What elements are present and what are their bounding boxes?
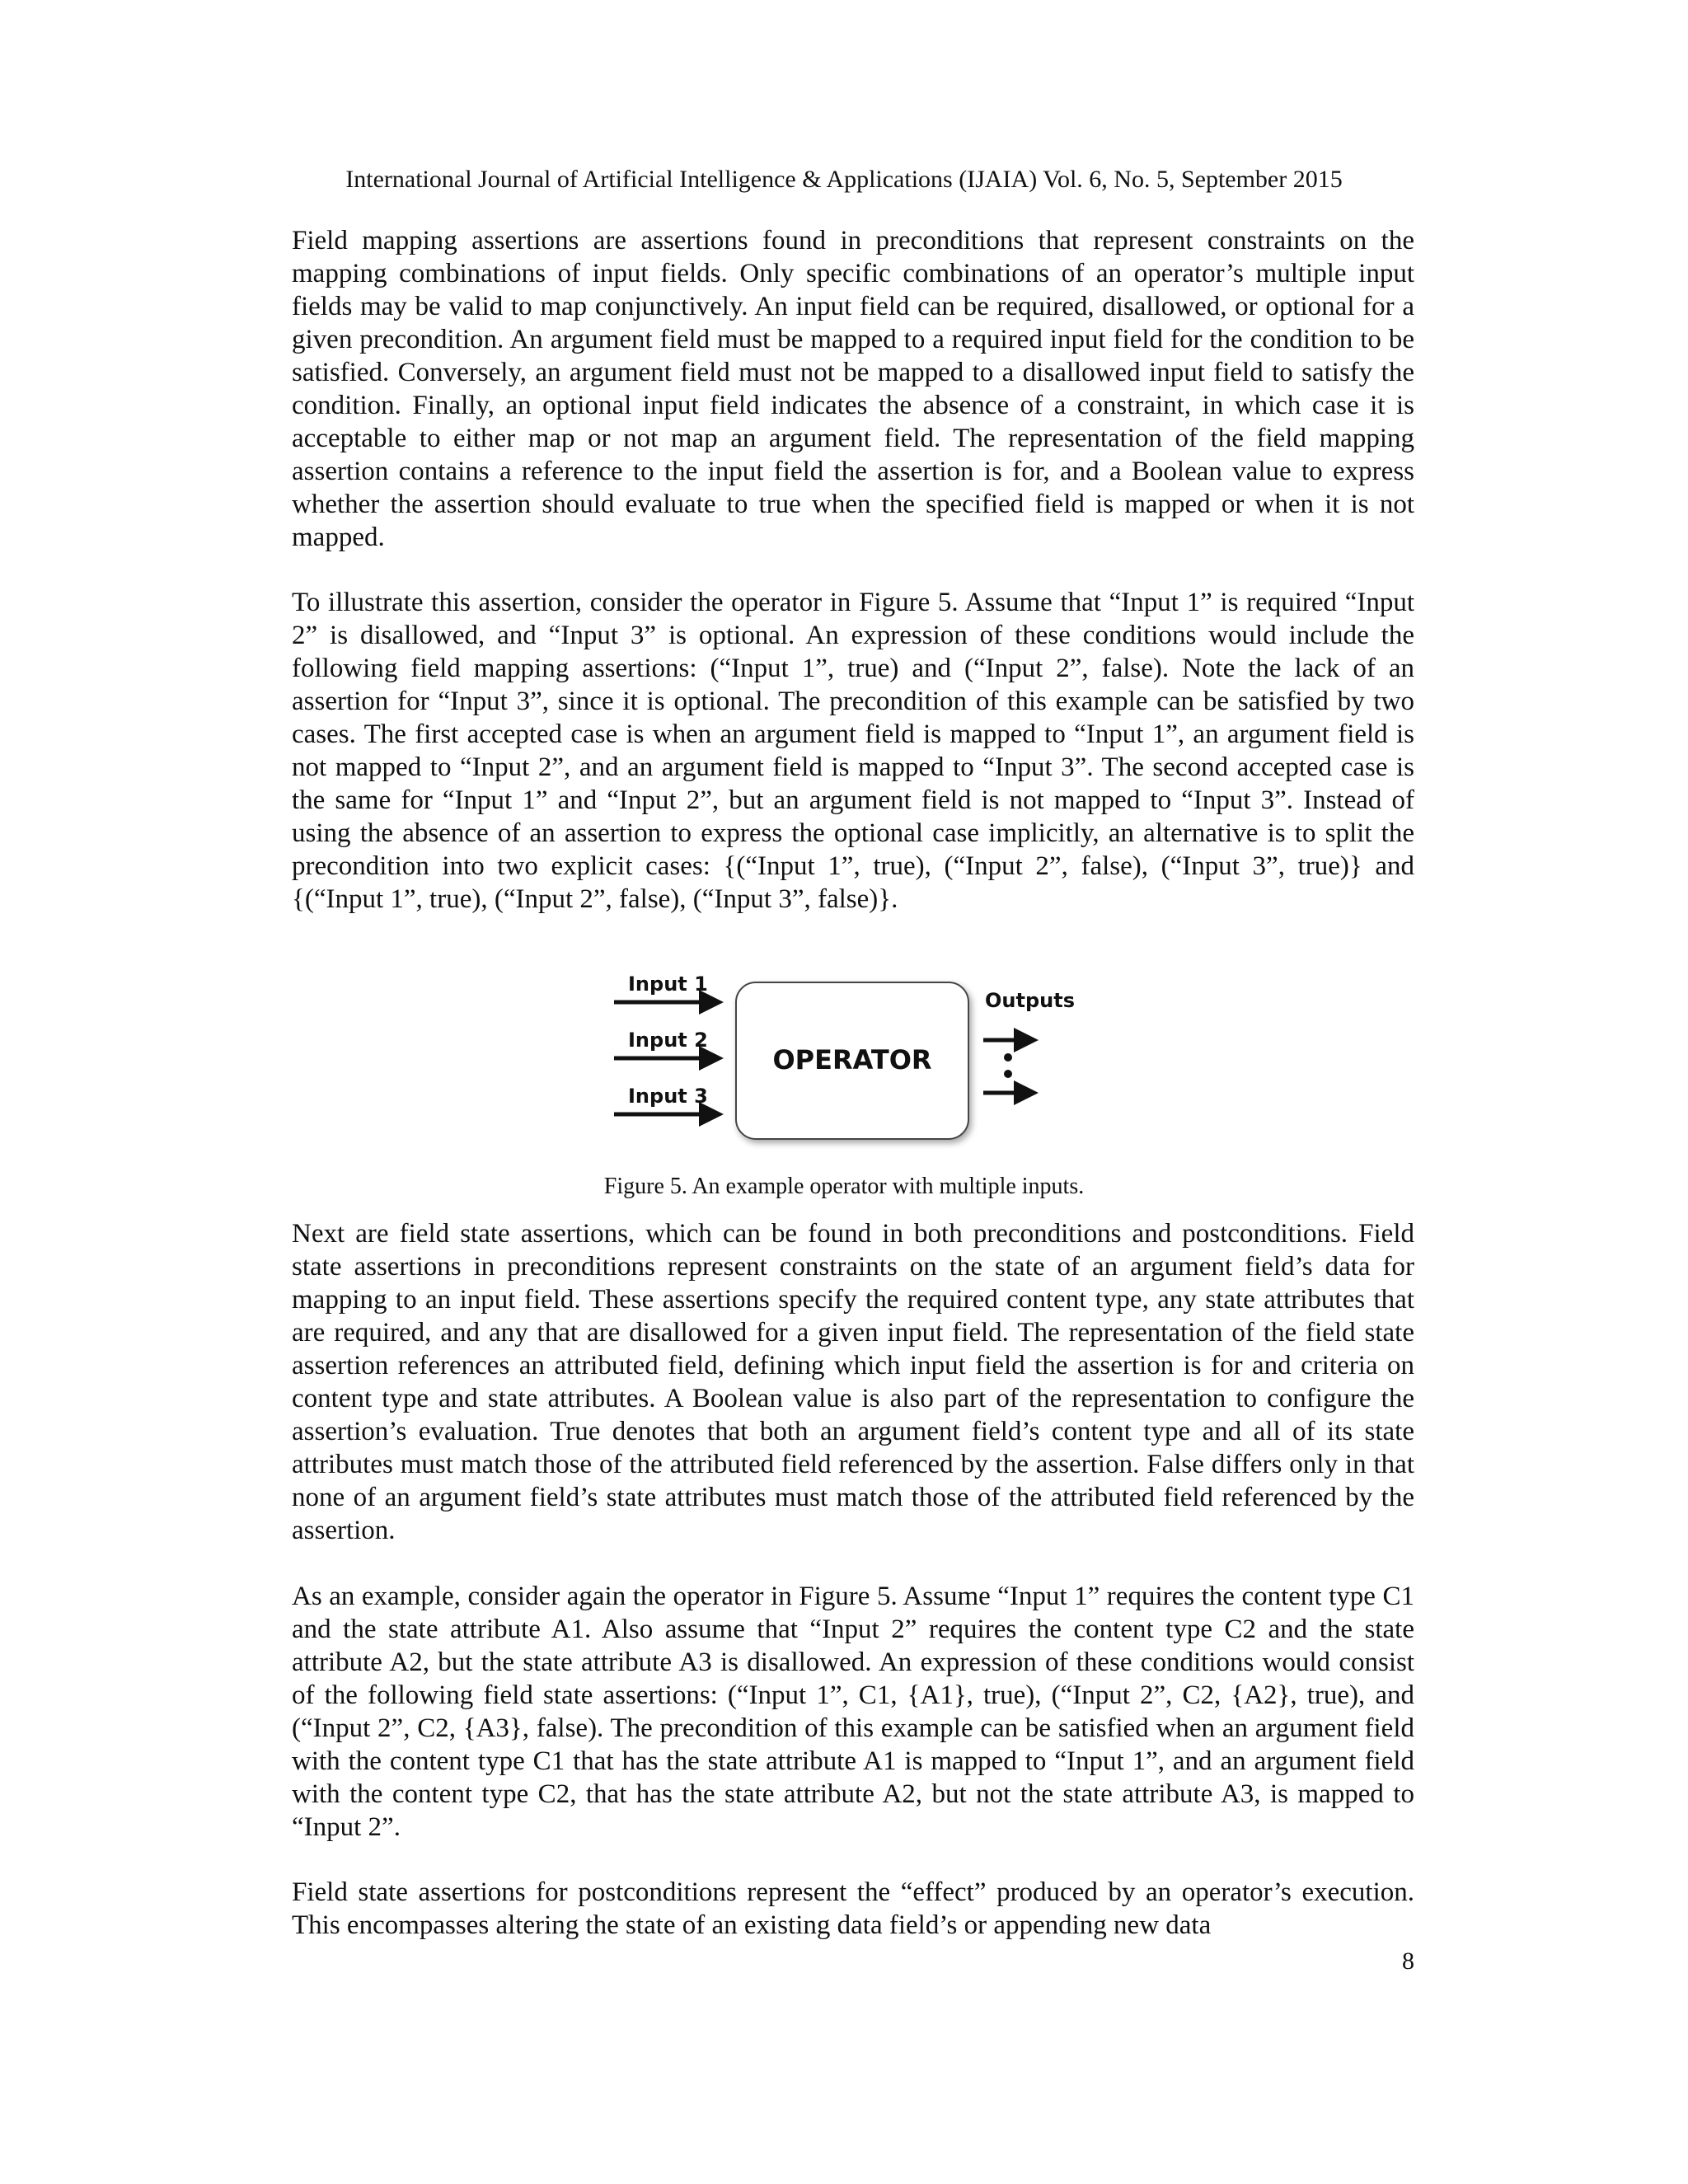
paragraph-field-mapping: Field mapping assertions are assertions found in preconditions that represent constraints on the mapping combinations of input fields. Only specific combinations of an operator’s multiple input fields may be valid to map conjunctively. An input field can be required, disallowed, or optional for a given precondition. An argument field must be mapped to a required input field for the condition to be satisfied. Conversely, an argument field must not be mapped to a disallowed input field to satisfy the condition. Finally, an optional input field indicates the absence of a constraint, in which case it is acceptable to either map or not map an argument field. The representation of the field mapping assertion contains a reference to the input field the assertion is for, and a Boolean value to express whether the assertion should evaluate to true when the specified field is mapped or when it is not mapped. xyxy=(292,226,1414,552)
paragraph-illustration: To illustrate this assertion, consider the operator in Figure 5. Assume that “Input 1” is required “Input 2” is disallowed, and “Input 3” is optional. An expression of these conditions would include the following field mapping assertions: (“Input 1”, true) and (“Input 2”, false). Note the lack of an assertion for “Input 3”, since it is optional. The precondition of this example can be satisfied by two cases. The first accepted case is when an argument field is mapped to “Input 1”, an argument field is not mapped to “Input 2”, and an argument field is mapped to “Input 3”. The second accepted case is the same for “Input 1” and “Input 2”, but an argument field is not mapped to “Input 3”. Instead of using the absence of an assertion to express the optional case implicitly, an alternative is to split the precondition into two explicit cases: {(“Input 1”, true), (“Input 2”, false), (“Input 3”, true)} and {(“Input 1”, true), (“Input 2”, false), (“Input 3”, false)}. xyxy=(292,588,1414,914)
output-arrows xyxy=(983,1040,1034,1093)
input-3-label: Input 3 xyxy=(628,1085,708,1108)
operator-figure xyxy=(606,961,1084,1151)
figure-caption: Figure 5. An example operator with multiple inputs. xyxy=(603,1174,1085,1199)
input-2-label: Input 2 xyxy=(628,1029,708,1052)
operator-label: OPERATOR xyxy=(772,1044,932,1076)
outputs-label: Outputs xyxy=(985,989,1075,1012)
operator-diagram xyxy=(606,961,1084,1151)
input-1-label: Input 1 xyxy=(628,972,708,996)
output-ellipsis-dot xyxy=(1004,1070,1012,1078)
running-header: International Journal of Artificial Intelligence & Applications (IJAIA) Vol. 6, No. 5, September 2015 xyxy=(345,166,1343,193)
page-number: 8 xyxy=(1402,1947,1414,1975)
paragraph-postconditions: Field state assertions for postconditions represent the “effect” produced by an operator’s execution. This encompasses altering the state of an existing data field’s or appending new data xyxy=(292,1877,1414,1940)
paragraph-example: As an example, consider again the operator in Figure 5. Assume “Input 1” requires the content type C1 and the state attribute A1. Also assume that “Input 2” requires the content type C2 and the state attribute A2, but the state attribute A3 is disallowed. An expression of these conditions would consist of the following field state assertions: (“Input 1”, C1, {A1}, true), (“Input 2”, C2, {A2}, true), and (“Input 2”, C2, {A3}, false). The precondition of this example can be satisfied when an argument field with the content type C1 that has the state attribute A1 is mapped to “Input 1”, and an argument field with the content type C2, that has the state attribute A2, but not the state attribute A3, is mapped to “Input 2”. xyxy=(292,1582,1414,1842)
paragraph-field-state: Next are field state assertions, which can be found in both preconditions and postconditions. Field state assertions in preconditions represent constraints on the state of an argument field’s data for mapping to an input field. These assertions specify the required content type, any state attributes that are required, and any that are disallowed for a given input field. The representation of the field state assertion references an attributed field, defining which input field the assertion is for and criteria on content type and state attributes. A Boolean value is also part of the representation to configure the assertion’s evaluation. True denotes that both an argument field’s content type and all of its state attributes must match those of the attributed field referenced by the assertion. False differs only in that none of an argument field’s state attributes must match those of the attributed field referenced by the assertion. xyxy=(292,1219,1414,1545)
output-ellipsis-dot xyxy=(1004,1053,1012,1062)
